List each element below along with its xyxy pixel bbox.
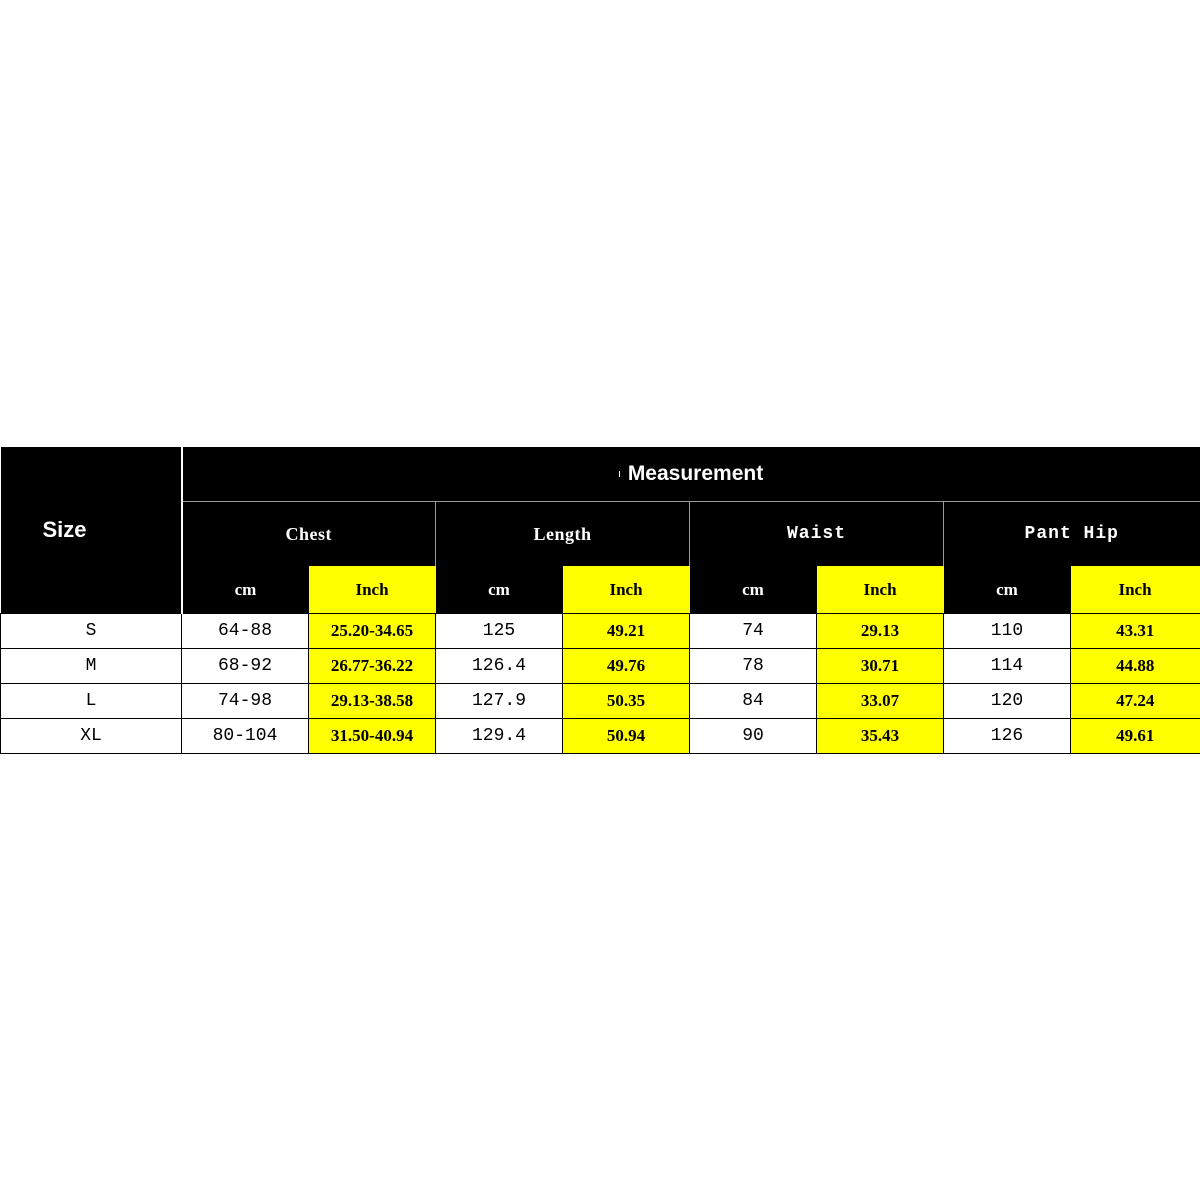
length-cm-cell: 125: [436, 614, 563, 649]
waist-inch-cell: 33.07: [817, 684, 944, 719]
length-inch-cell: 50.94: [563, 719, 690, 754]
size-cell: L: [1, 684, 182, 719]
waist-inch-cell: 35.43: [817, 719, 944, 754]
chest-inch-cell: 25.20-34.65: [309, 614, 436, 649]
chest-inch-cell: 29.13-38.58: [309, 684, 436, 719]
hip-cm-cell: 126: [944, 719, 1071, 754]
unit-header-inch: Inch: [817, 566, 944, 614]
group-header-pant-hip: Pant Hip: [944, 502, 1200, 567]
unit-header-cm: cm: [436, 566, 563, 614]
size-cell: S: [1, 614, 182, 649]
group-header-chest: Chest: [182, 502, 436, 567]
size-column-header: Size: [1, 447, 182, 614]
length-cm-cell: 129.4: [436, 719, 563, 754]
waist-inch-cell: 29.13: [817, 614, 944, 649]
chest-inch-cell: 26.77-36.22: [309, 649, 436, 684]
waist-cm-cell: 74: [690, 614, 817, 649]
length-cm-cell: 127.9: [436, 684, 563, 719]
waist-inch-cell: 30.71: [817, 649, 944, 684]
size-chart-table: [0, 447, 1200, 754]
waist-cm-cell: 78: [690, 649, 817, 684]
unit-header-inch: Inch: [1071, 566, 1200, 614]
waist-cm-cell: 90: [690, 719, 817, 754]
waist-cm-cell: 84: [690, 684, 817, 719]
length-inch-cell: 49.21: [563, 614, 690, 649]
group-header-waist: Waist: [690, 502, 944, 567]
size-cell: M: [1, 649, 182, 684]
tick-mark: [619, 471, 620, 477]
length-inch-cell: 49.76: [563, 649, 690, 684]
hip-cm-cell: 120: [944, 684, 1071, 719]
chest-cm-cell: 74-98: [182, 684, 309, 719]
hip-cm-cell: 110: [944, 614, 1071, 649]
hip-inch-cell: 47.24: [1071, 684, 1200, 719]
table-row: [1, 719, 1200, 754]
hip-inch-cell: 44.88: [1071, 649, 1200, 684]
group-header-length: Length: [436, 502, 690, 567]
chest-cm-cell: 68-92: [182, 649, 309, 684]
unit-header-inch: Inch: [309, 566, 436, 614]
unit-header-cm: cm: [690, 566, 817, 614]
chest-inch-cell: 31.50-40.94: [309, 719, 436, 754]
measurement-header-label: Measurement: [627, 462, 764, 485]
hip-inch-cell: 49.61: [1071, 719, 1200, 754]
hip-cm-cell: 114: [944, 649, 1071, 684]
unit-header-cm: cm: [182, 566, 309, 614]
unit-header-inch: Inch: [563, 566, 690, 614]
table-row: [1, 614, 1200, 649]
chest-cm-cell: 80-104: [182, 719, 309, 754]
size-cell: XL: [1, 719, 182, 754]
measurement-header: [182, 447, 1200, 502]
length-inch-cell: 50.35: [563, 684, 690, 719]
length-cm-cell: 126.4: [436, 649, 563, 684]
chest-cm-cell: 64-88: [182, 614, 309, 649]
table-row: [1, 684, 1200, 719]
hip-inch-cell: 43.31: [1071, 614, 1200, 649]
unit-header-cm: cm: [944, 566, 1071, 614]
table-row: [1, 649, 1200, 684]
